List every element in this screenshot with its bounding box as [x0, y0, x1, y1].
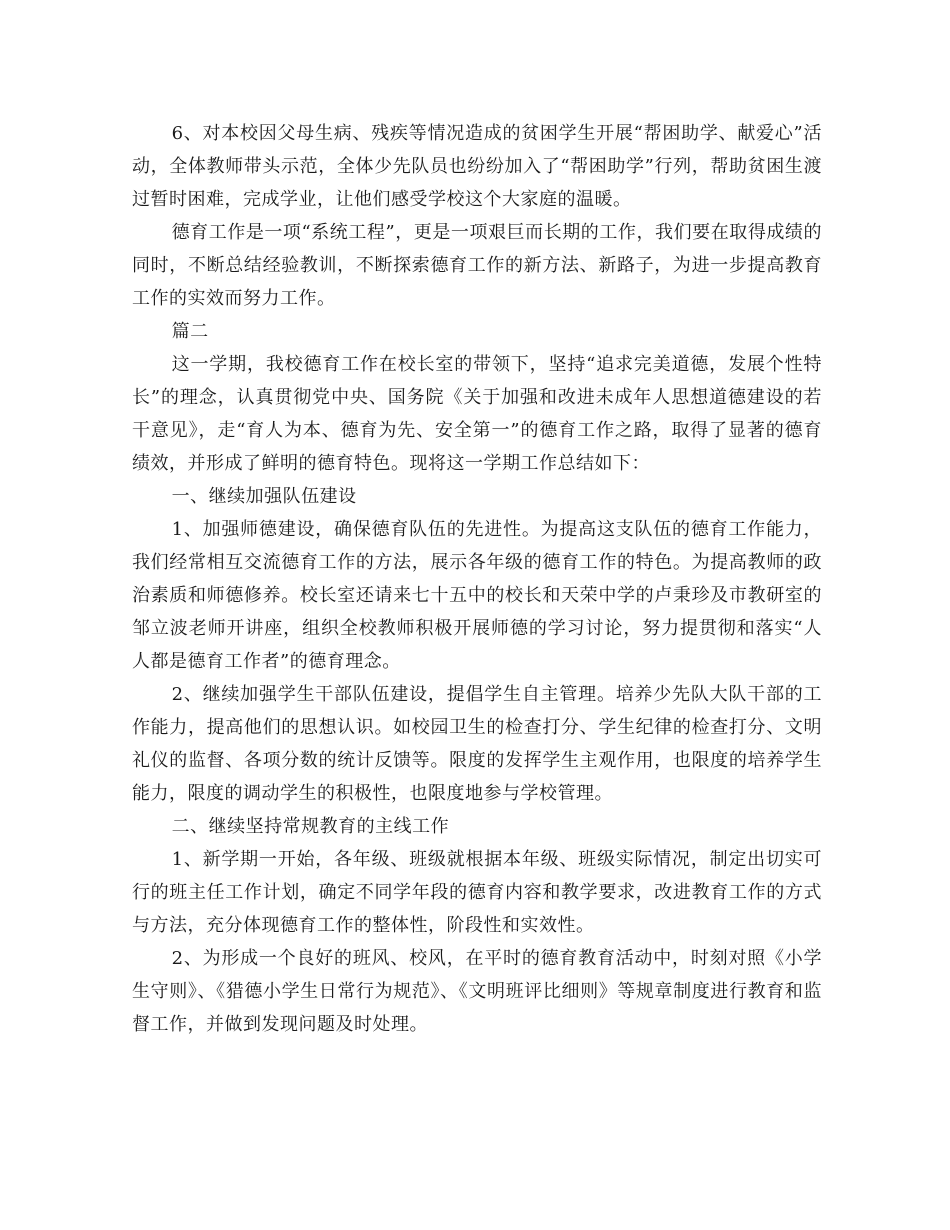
section-heading-team-building: 一、继续加强队伍建设 [171, 486, 357, 507]
paragraph-student-cadres: 2、继续加强学生干部队伍建设，提倡学生自主管理。培养少先队大队干部的工作能力，提高他们的思想认识。如校园卫生的检查打分、学生纪律的检查打分、文明礼仪的监督、各项分数的统计反馈等。限度的发挥学生主观作用，也限度的培养学生能力，限度的调动学生的积极性，也限度地参与学校管理。 [132, 684, 822, 804]
paragraph-class-work-plan: 1、新学期一开始，各年级、班级就根据本年级、班级实际情况，制定出切实可行的班主任工作计划，确定不同学年段的德育内容和教学要求，改进教育工作的方式与方法，充分体现德育工作的整体性，阶段性和实效性。 [132, 849, 822, 936]
paragraph-semester-intro: 这一学期，我校德育工作在校长室的带领下，坚持“追求完美道德，发展个性特长”的理念，认真贯彻党中央、国务院《关于加强和改进未成年人思想道德建设的若干意见》，走“育人为本、德育为先、安全第一”的德育工作之路，取得了显著的德育绩效，并形成了鲜明的德育特色。现将这一学期工作总结如下： [132, 354, 822, 474]
paragraph-help-poor-students: 6、对本校因父母生病、残疾等情况造成的贫困学生开展“帮困助学、献爱心”活动，全体教师带头示范，全体少先队员也纷纷加入了“帮困助学”行列，帮助贫困生渡过暂时困难，完成学业，让他们感受学校这个大家庭的温暖。 [132, 123, 822, 210]
section-heading-part-two: 篇二 [171, 321, 209, 342]
section-heading-routine-education: 二、继续坚持常规教育的主线工作 [171, 816, 450, 837]
paragraph-moral-education-summary: 德育工作是一项“系统工程”，更是一项艰巨而长期的工作，我们要在取得成绩的同时，不断总结经验教训，不断探索德育工作的新方法、新路子，为进一步提高教育工作的实效而努力工作。 [132, 222, 822, 309]
paragraph-teacher-ethics: 1、加强师德建设，确保德育队伍的先进性。为提高这支队伍的德育工作能力，我们经常相互交流德育工作的方法，展示各年级的德育工作的特色。为提高教师的政治素质和师德修养。校长室还请来七十五中的校长和天荣中学的卢秉珍及市教研室的邹立波老师开讲座，组织全校教师积极开展师德的学习讨论，努力提贯彻和落实“人人都是德育工作者”的德育理念。 [132, 519, 822, 672]
document-body [132, 117, 822, 1041]
paragraph-class-school-spirit: 2、为形成一个良好的班风、校风，在平时的德育教育活动中，时刻对照《小学生守则》、《猎德小学生日常行为规范》、《文明班评比细则》等规章制度进行教育和监督工作，并做到发现问题及时处理。 [132, 948, 822, 1035]
